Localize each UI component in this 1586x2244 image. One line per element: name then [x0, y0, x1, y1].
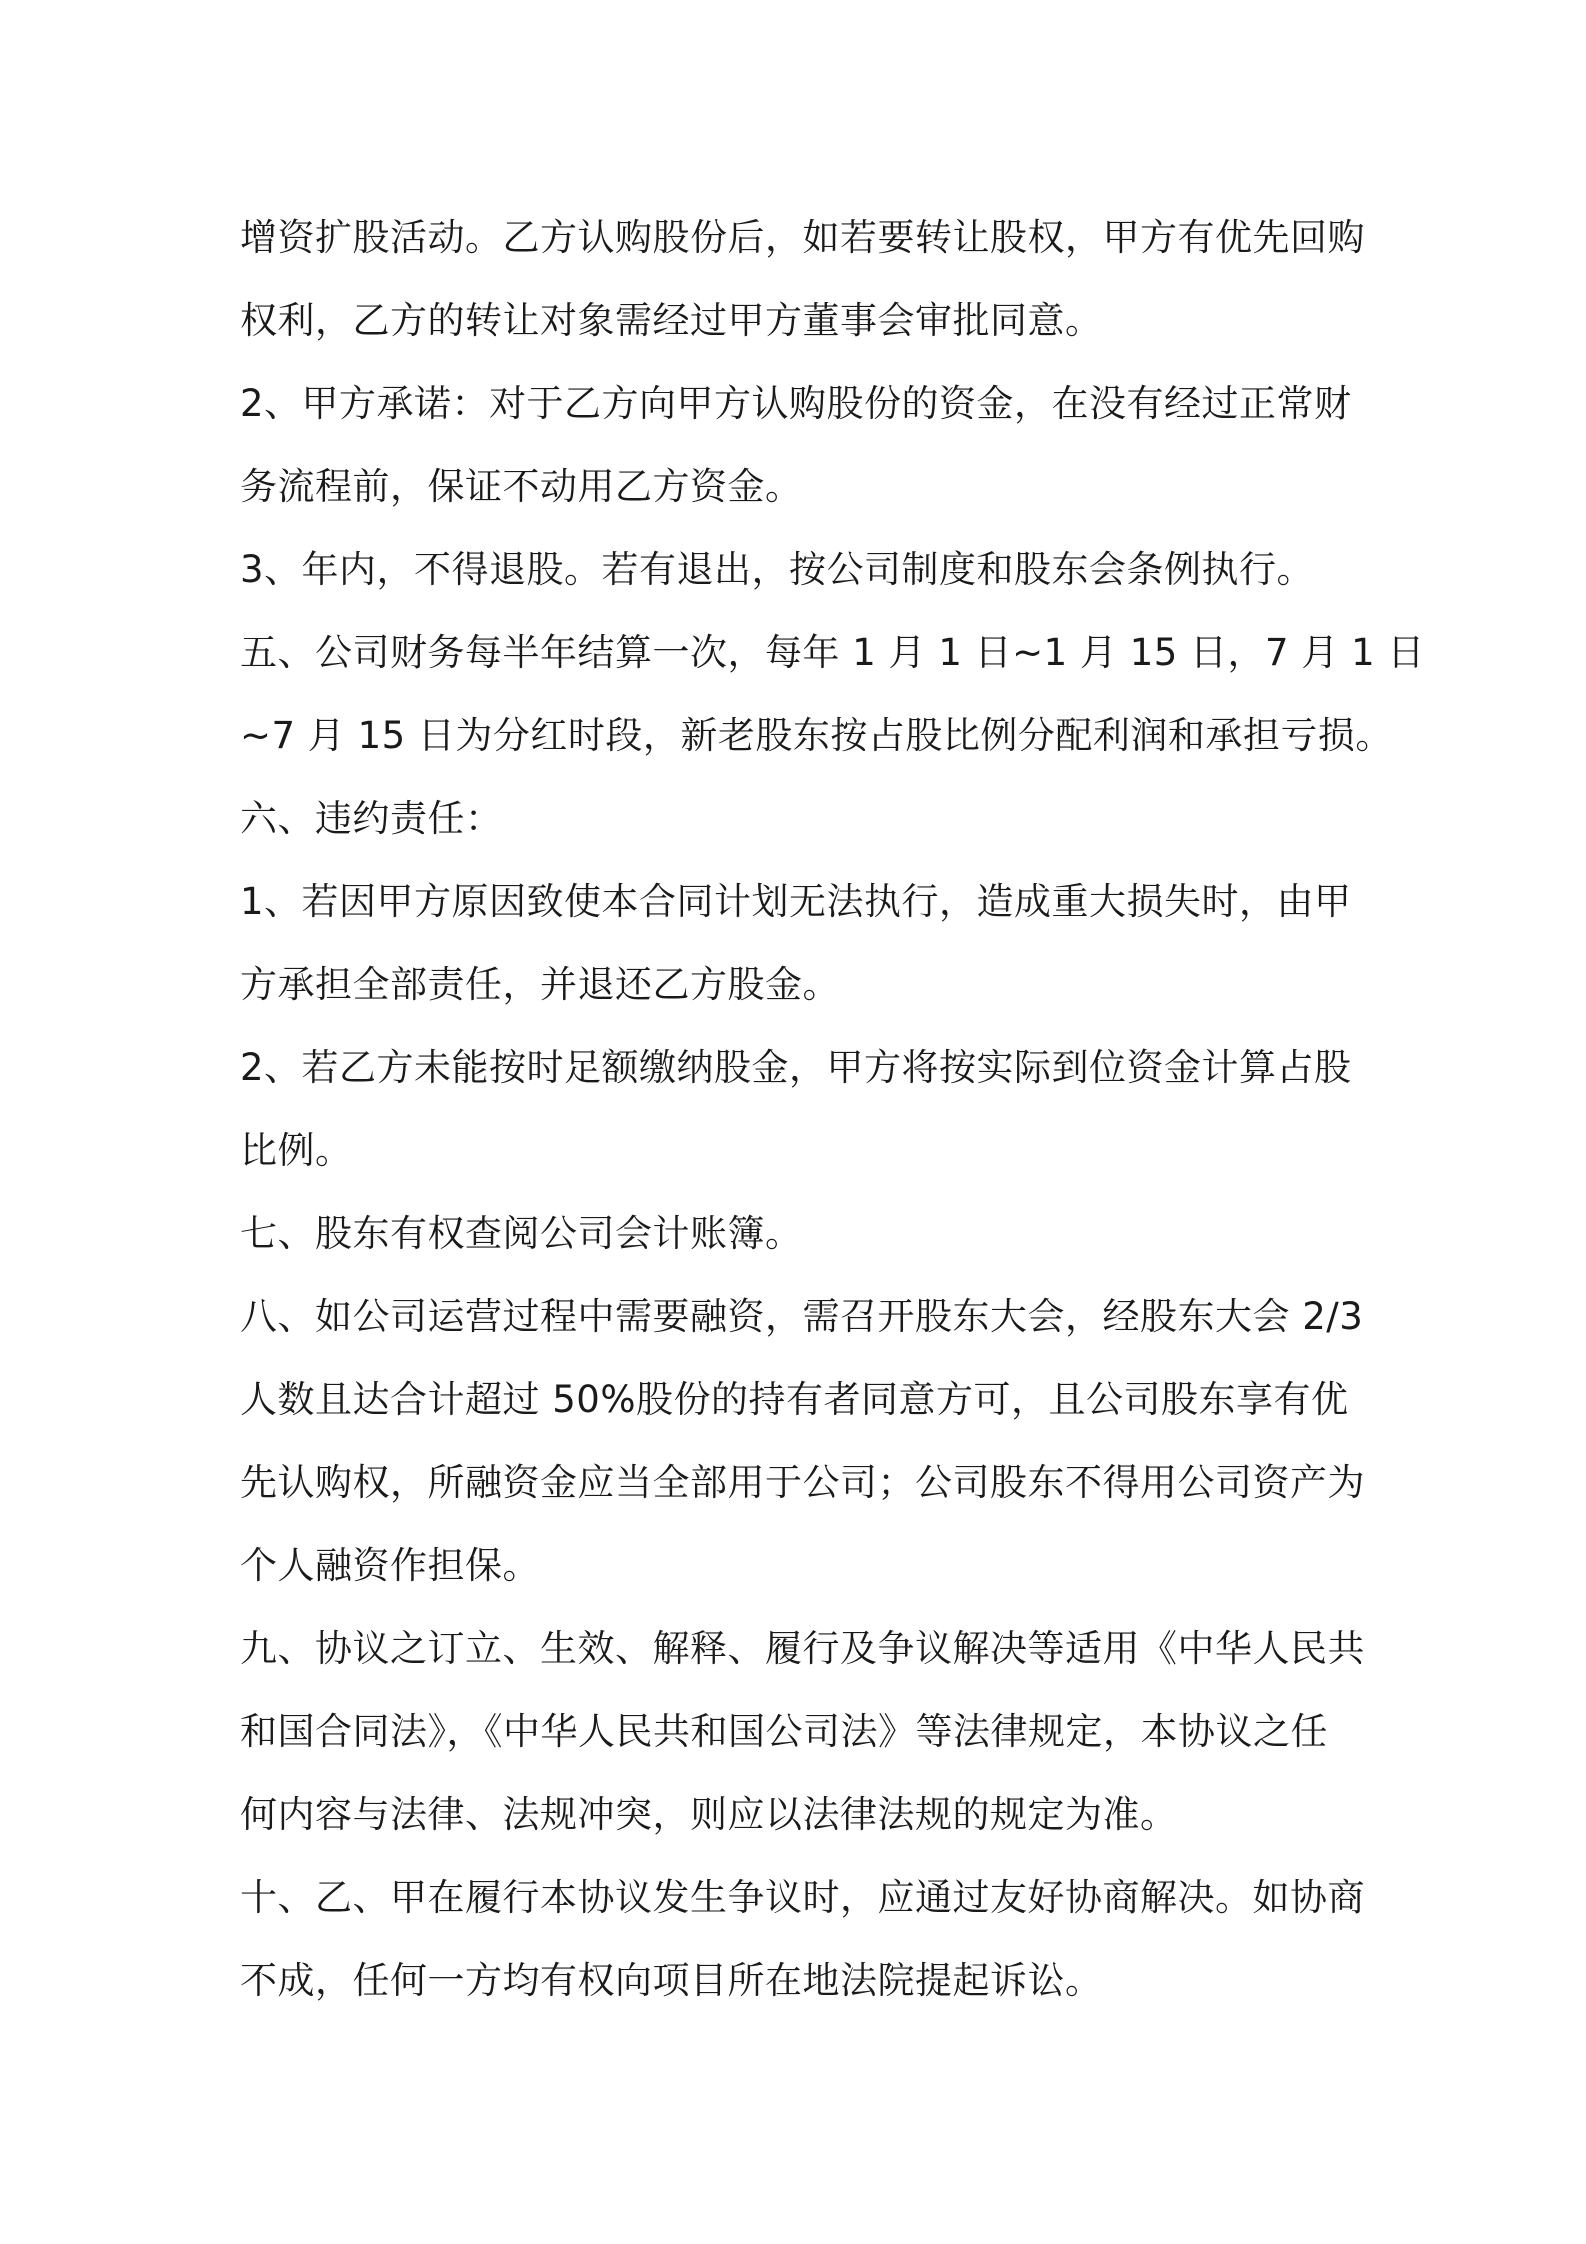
- text-line: 和国合同法》，《中华人民共和国公司法》等法律规定，本协议之任: [240, 1710, 1328, 1753]
- text-line: 1、若因甲方原因致使本合同计划无法执行，造成重大损失时，由甲: [240, 880, 1352, 923]
- text-line: 个人融资作担保。: [240, 1544, 540, 1587]
- text-line: 不成，任何一方均有权向项目所在地法院提起诉讼。: [240, 1959, 1103, 2002]
- section-heading: 六、违约责任：: [240, 797, 503, 840]
- text-line: 权利，乙方的转让对象需经过甲方董事会审批同意。: [240, 299, 1103, 342]
- text-line: 五、公司财务每半年结算一次，每年 1 月 1 日~1 月 15 日，7 月 1 日: [240, 631, 1425, 674]
- document-body: [240, 196, 1425, 2022]
- text-line: 七、股东有权查阅公司会计账簿。: [240, 1212, 803, 1255]
- text-line: 增资扩股活动。乙方认购股份后，如若要转让股权，甲方有优先回购: [240, 216, 1365, 259]
- text-line: 先认购权，所融资金应当全部用于公司；公司股东不得用公司资产为: [240, 1461, 1365, 1504]
- text-line: 何内容与法律、法规冲突，则应以法律法规的规定为准。: [240, 1793, 1178, 1836]
- text-line: 九、协议之订立、生效、解释、履行及争议解决等适用《中华人民共: [240, 1627, 1365, 1670]
- text-line: 方承担全部责任，并退还乙方股金。: [240, 963, 840, 1006]
- text-line: 比例。: [240, 1129, 353, 1172]
- text-line: 3、年内，不得退股。若有退出，按公司制度和股东会条例执行。: [240, 548, 1315, 591]
- text-line: 八、如公司运营过程中需要融资，需召开股东大会，经股东大会 2/3: [240, 1295, 1364, 1338]
- text-line: 2、甲方承诺：对于乙方向甲方认购股份的资金，在没有经过正常财: [240, 382, 1352, 425]
- text-line: 务流程前，保证不动用乙方资金。: [240, 465, 803, 508]
- text-line: ~7 月 15 日为分红时段，新老股东按占股比例分配利润和承担亏损。: [240, 714, 1393, 757]
- text-line: 人数且达合计超过 50%股份的持有者同意方可，且公司股东享有优: [240, 1378, 1349, 1421]
- text-line: 十、乙、甲在履行本协议发生争议时，应通过友好协商解决。如协商: [240, 1876, 1365, 1919]
- text-line: 2、若乙方未能按时足额缴纳股金，甲方将按实际到位资金计算占股: [240, 1046, 1352, 1089]
